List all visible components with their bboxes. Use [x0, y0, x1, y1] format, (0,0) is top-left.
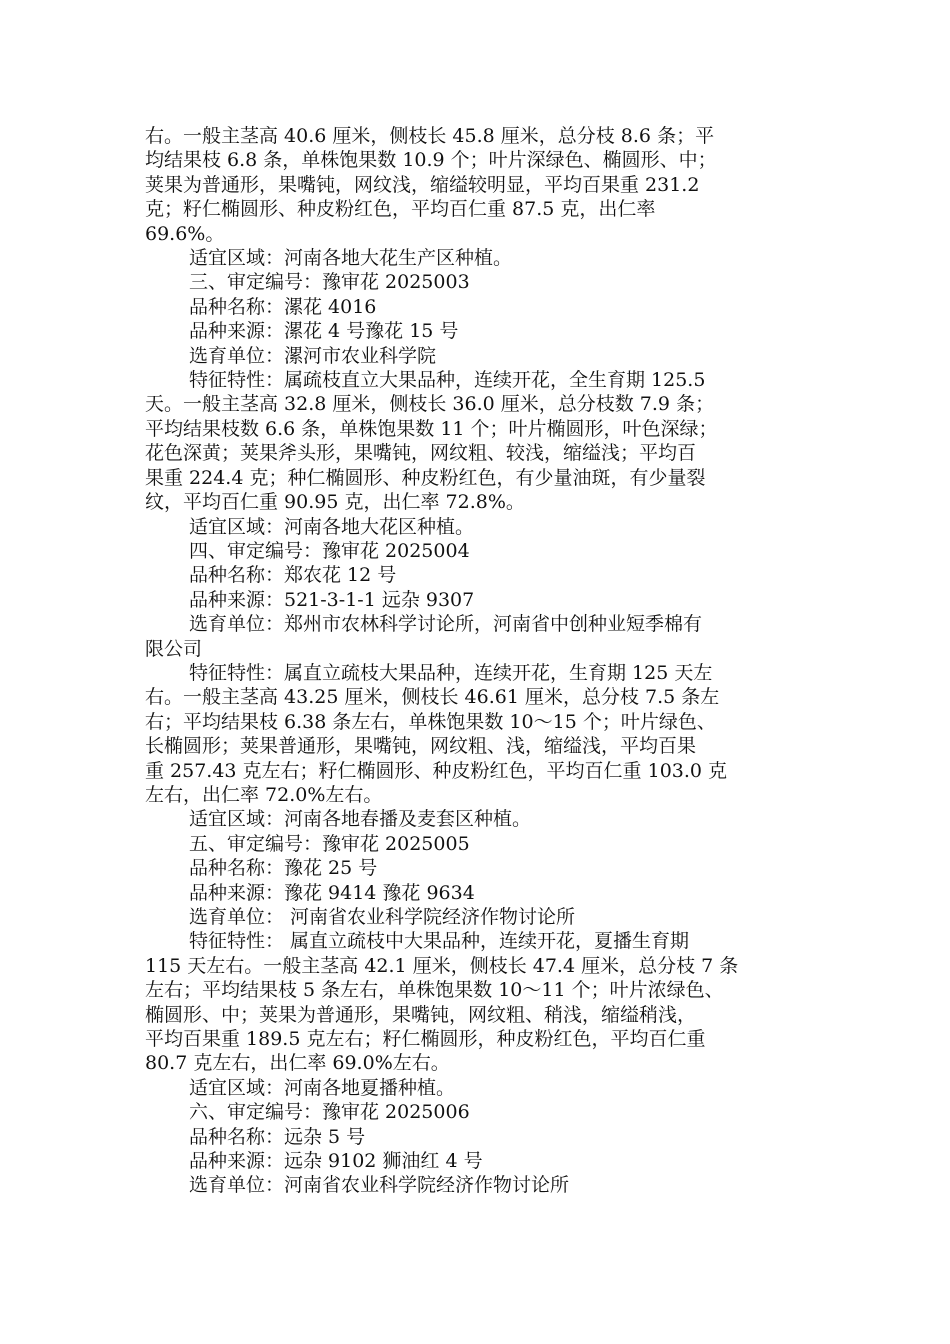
text-line: 平均结果枝数 6.6 条，单株饱果数 11 个；叶片椭圆形，叶色深绿；: [145, 417, 718, 440]
text-line: 115 天左右。一般主茎高 42.1 厘米，侧枝长 47.4 厘米，总分枝 7 条: [145, 954, 739, 977]
text-line: 均结果枝 6.8 条，单株饱果数 10.9 个；叶片深绿色、椭圆形、中；: [145, 149, 717, 172]
text-line: 80.7 克左右，出仁率 69.0%左右。: [145, 1052, 450, 1075]
text-line: 椭圆形、中；荚果为普通形，果嘴钝，网纹粗、稍浅，缩缢稍浅，: [145, 1003, 697, 1026]
text-line: 六、审定编号：豫审花 2025006: [189, 1101, 470, 1124]
text-line: 品种名称：豫花 25 号: [189, 857, 378, 880]
text-line: 品种来源：漯花 4 号豫花 15 号: [189, 320, 459, 343]
text-line: 纹，平均百仁重 90.95 克，出仁率 72.8%。: [145, 491, 525, 514]
text-line: 选育单位：郑州市农林科学讨论所，河南省中创种业短季棉有: [189, 613, 703, 636]
text-line: 选育单位：河南省农业科学院经济作物讨论所: [189, 1174, 570, 1197]
text-line: 天。一般主茎高 32.8 厘米，侧枝长 36.0 厘米，总分枝数 7.9 条；: [145, 393, 715, 416]
text-line: 左右，出仁率 72.0%左右。: [145, 783, 383, 806]
text-line: 适宜区域：河南各地大花区种植。: [189, 515, 475, 538]
text-line: 品种名称：远杂 5 号: [189, 1125, 366, 1148]
text-line: 适宜区域：河南各地春播及麦套区种植。: [189, 808, 532, 831]
text-line: 特征特性：属直立疏枝大果品种，连续开花，生育期 125 天左: [189, 661, 713, 684]
text-line: 三、审定编号：豫审花 2025003: [189, 271, 470, 294]
text-line: 特征特性：属疏枝直立大果品种，连续开花，全生育期 125.5: [189, 369, 706, 392]
text-line: 花色深黄；荚果斧头形，果嘴钝，网纹粗、较浅，缩缢浅；平均百: [145, 442, 697, 465]
text-line: 特征特性： 属直立疏枝中大果品种，连续开花，夏播生育期: [189, 930, 690, 953]
text-line: 右。一般主茎高 43.25 厘米，侧枝长 46.61 厘米，总分枝 7.5 条左: [145, 686, 720, 709]
text-line: 69.6%。: [145, 222, 225, 245]
text-line: 五、审定编号：豫审花 2025005: [189, 832, 470, 855]
text-line: 适宜区域：河南各地大花生产区种植。: [189, 247, 513, 270]
text-line: 右；平均结果枝 6.38 条左右，单株饱果数 10～15 个；叶片绿色、: [145, 710, 716, 733]
text-line: 选育单位： 河南省农业科学院经济作物讨论所: [189, 906, 576, 928]
text-line: 克；籽仁椭圆形、种皮粉红色，平均百仁重 87.5 克，出仁率: [145, 198, 656, 221]
text-line: 重 257.43 克左右；籽仁椭圆形、种皮粉红色，平均百仁重 103.0 克: [145, 759, 728, 782]
text-line: 品种来源：521-3-1-1 远杂 9307: [189, 588, 475, 611]
text-line: 限公司: [145, 637, 203, 660]
text-line: 荚果为普通形，果嘴钝，网纹浅，缩缢较明显，平均百果重 231.2: [145, 173, 700, 196]
text-line: 左右；平均结果枝 5 条左右，单株饱果数 10～11 个；叶片浓绿色、: [145, 979, 724, 1002]
text-line: 选育单位：漯河市农业科学院: [189, 344, 437, 367]
text-line: 品种来源：豫花 9414 豫花 9634: [189, 881, 475, 904]
text-line: 长椭圆形；荚果普通形，果嘴钝，网纹粗、浅，缩缢浅，平均百果: [145, 735, 697, 758]
text-line: 右。一般主茎高 40.6 厘米，侧枝长 45.8 厘米，总分枝 8.6 条；平: [145, 125, 715, 147]
document-body: [145, 124, 805, 1198]
text-line: 果重 224.4 克；种仁椭圆形、种皮粉红色，有少量油斑，有少量裂: [145, 466, 706, 489]
text-line: 平均百果重 189.5 克左右；籽仁椭圆形，种皮粉红色，平均百仁重: [145, 1028, 706, 1051]
text-line: 品种名称：漯花 4016: [189, 295, 377, 318]
text-line: 品种来源：远杂 9102 狮油红 4 号: [189, 1150, 483, 1173]
text-line: 品种名称：郑农花 12 号: [189, 564, 397, 587]
text-line: 适宜区域：河南各地夏播种植。: [189, 1076, 456, 1099]
text-line: 四、审定编号：豫审花 2025004: [189, 539, 470, 562]
